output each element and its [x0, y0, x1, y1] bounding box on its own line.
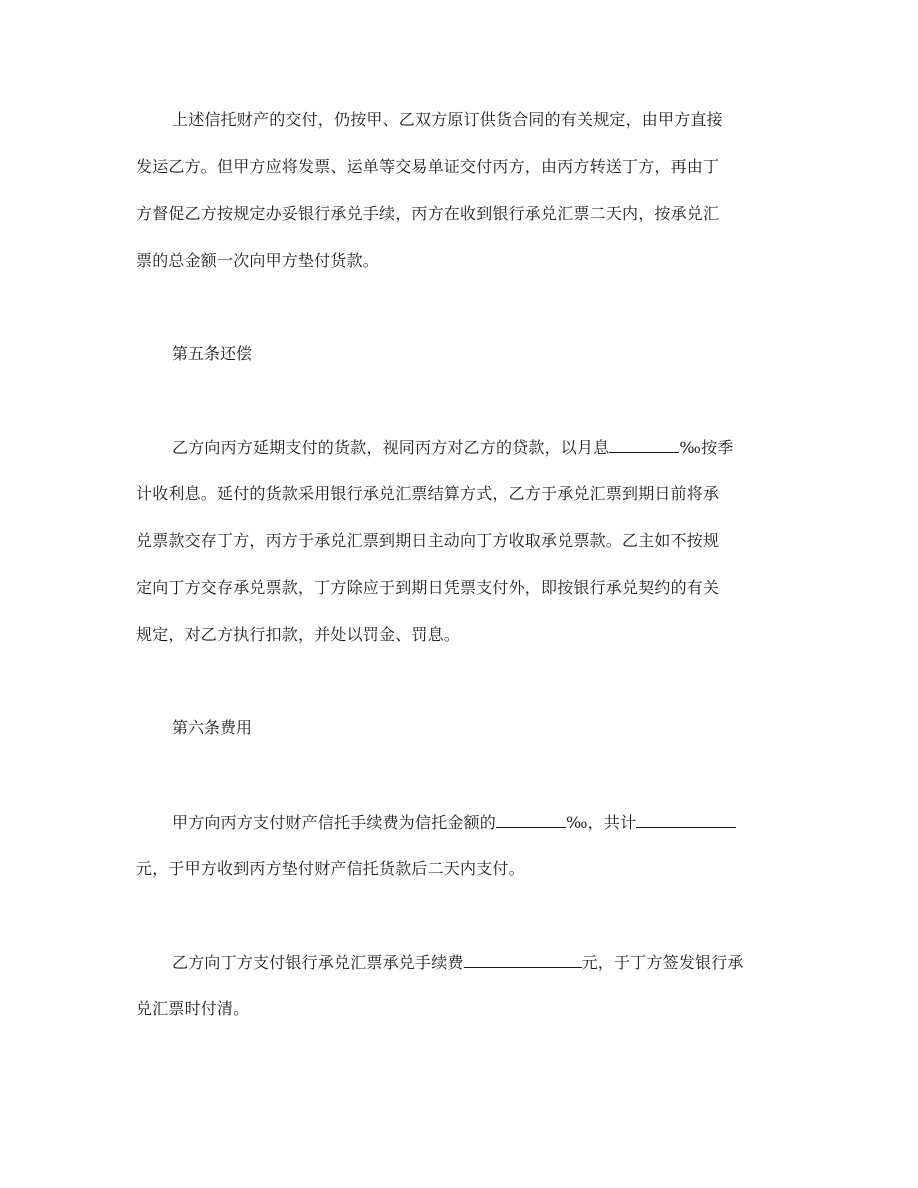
paragraph-line: 定向丁方交存承兑票款，丁方除应于到期日凭票支付外，即按银行承兑契约的有关: [136, 578, 720, 597]
paragraph-line: 计收利息。延付的货款采用银行承兑汇票结算方式，乙方于承兑汇票到期日前将承: [136, 484, 720, 503]
text-segment: 甲方向丙方支付财产信托手续费为信托金额的: [172, 813, 497, 832]
paragraph-line: [172, 437, 733, 457]
text-segment: 乙方向丙方延期支付的货款，视同丙方对乙方的贷款，以月息: [172, 438, 610, 457]
paragraph-line: [172, 812, 736, 832]
fill-in-blank-monthly-rate: [609, 437, 679, 453]
paragraph-line: 规定，对乙方执行扣款，并处以罚金、罚息。: [136, 625, 461, 644]
text-segment: ‰按季: [679, 438, 734, 457]
fill-in-blank-acceptance-fee: [464, 952, 582, 968]
text-segment: 元，于丁方签发银行承: [581, 953, 744, 972]
paragraph-line: 兑票款交存丁方，丙方于承兑汇票到期日主动向丁方收取承兑票款。乙主如不按规: [136, 531, 720, 550]
fill-in-blank-fee-total: [636, 812, 736, 828]
fill-in-blank-fee-rate: [496, 812, 566, 828]
section-heading-article-5: 第五条还偿: [172, 344, 253, 363]
paragraph-line: 兑汇票时付清。: [136, 999, 250, 1018]
text-segment: 乙方向丁方支付银行承兑汇票承兑手续费: [172, 953, 464, 972]
paragraph-line: 发运乙方。但甲方应将发票、运单等交易单证交付丙方，由丙方转送丁方，再由丁: [136, 157, 720, 176]
paragraph-line: 票的总金额一次向甲方垫付货款。: [136, 251, 380, 270]
text-segment: ‰，共计: [566, 813, 637, 832]
paragraph-line: 元，于甲方收到丙方垫付财产信托货款后二天内支付。: [136, 859, 525, 878]
paragraph-line: 上述信托财产的交付，仍按甲、乙双方原订供货合同的有关规定，由甲方直接: [172, 110, 723, 129]
paragraph-line: [172, 952, 744, 972]
section-heading-article-6: 第六条费用: [172, 718, 253, 737]
paragraph-line: 方督促乙方按规定办妥银行承兑手续，丙方在收到银行承兑汇票二天内，按承兑汇: [136, 204, 720, 223]
